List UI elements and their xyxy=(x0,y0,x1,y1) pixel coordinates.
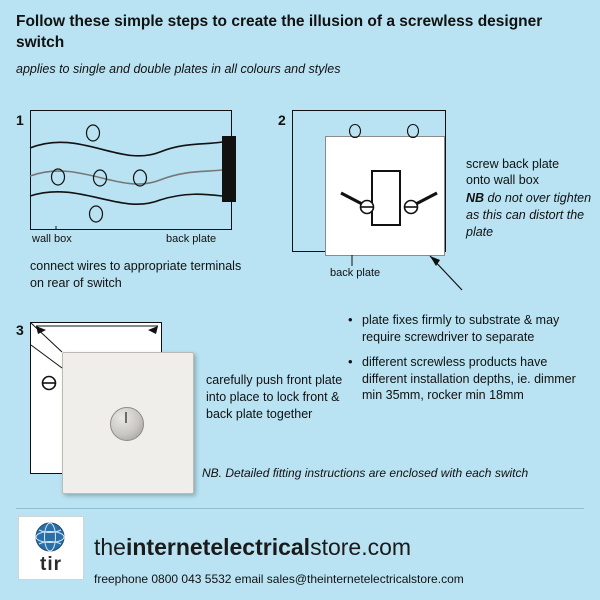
list-item: • plate fixes firmly to substrate & may require screwdriver to separate xyxy=(348,312,588,345)
page-title: Follow these simple steps to create the illusion of a screwless designer switch xyxy=(16,13,543,51)
step-3-dimmer-knob xyxy=(110,407,144,441)
logo-text: tir xyxy=(40,554,62,575)
bullet-list xyxy=(348,312,588,413)
step-1-back-plate xyxy=(222,136,236,202)
step-1-label-back-plate: back plate xyxy=(166,233,217,245)
page-subtitle: applies to single and double plates in all colours and styles xyxy=(16,62,341,76)
step-1-wallbox-outline xyxy=(30,110,232,230)
brand-wordmark xyxy=(94,534,411,561)
step-2-caption-line2: onto wall box xyxy=(466,173,539,187)
step-2-caption-note xyxy=(466,190,598,241)
step-1-caption: connect wires to appropriate terminals on rear of switch xyxy=(30,259,242,290)
step-2-number: 2 xyxy=(278,112,286,128)
brand-tld: .com xyxy=(361,534,412,560)
list-item: • different screwless products have different installation depths, ie. dimmer min 35mm, rocker min 18mm xyxy=(348,354,588,404)
footer-contact: freephone 0800 043 5532 email sales@theinternetelectricalstore.com xyxy=(94,572,464,586)
brand-electrical: electrical xyxy=(210,534,311,560)
step-2-nb-text: do not over tighten as this can distort the plate xyxy=(466,191,592,239)
fitting-instructions-note: NB. Detailed fitting instructions are enclosed with each switch xyxy=(202,466,529,480)
step-3-number: 3 xyxy=(16,322,24,338)
step-2-switch-module xyxy=(371,170,401,226)
footer-divider xyxy=(16,508,584,509)
brand-internet: internet xyxy=(125,534,211,560)
step-3-caption: carefully push front plate into place to lock front & back plate together xyxy=(206,373,343,421)
step-1-label-wall-box: wall box xyxy=(32,233,72,245)
brand-store: store xyxy=(310,534,362,560)
step-2-nb: NB xyxy=(466,191,485,205)
globe-icon xyxy=(19,517,81,557)
step-1-number: 1 xyxy=(16,112,24,128)
brand-the: the xyxy=(94,534,126,560)
step-2-caption-line1: screw back plate xyxy=(466,157,560,171)
step-2-label-back-plate: back plate xyxy=(330,267,381,279)
logo xyxy=(18,516,84,580)
